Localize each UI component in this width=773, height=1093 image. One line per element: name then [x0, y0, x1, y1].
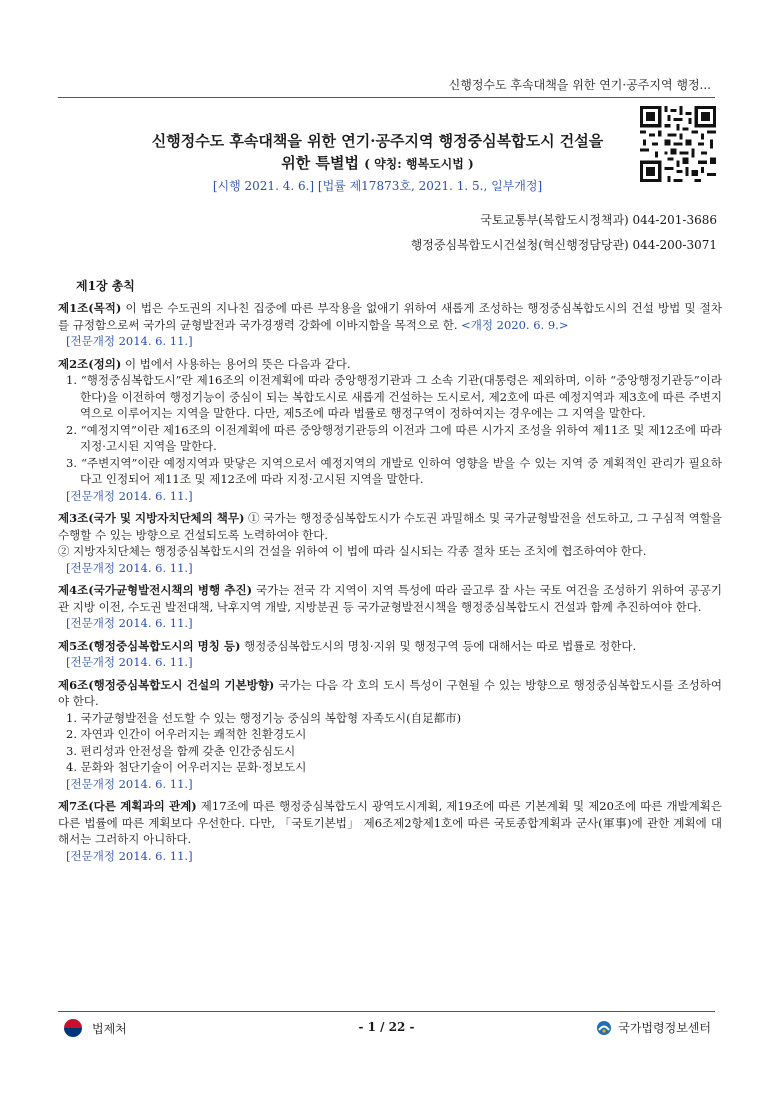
article-3: [58, 510, 722, 576]
article-2-item-2: 2. “예정지역”이란 제16조의 이전계획에 따른 중앙행정기관등의 이전과 그에 따른 시가지 조성을 위하여 제11조 및 제12조에 따라 지정·고시된 지역을 말한다.: [66, 422, 722, 453]
article-2-item-3: 3. “주변지역”이란 예정지역과 맞닿은 지역으로서 예정지역의 개발로 인하여 영향을 받을 수 있는 지역 중 계획적인 관리가 필요하다고 인정되어 제11조 및 제12조에 따라 지정·고시된 지역을 말한다.: [66, 455, 722, 486]
article-2-item-1: 1. “행정중심복합도시”란 제16조의 이전계획에 따라 중앙행정기관과 그 소속 기관(대통령은 제외하며, 이하 “중앙행정기관등”이라 한다)을 이전하여 행정기능이 중심이 되는 복합도시로 새롭게 건설하는 도시로서, 제2호에 따른 예정지역과 제3호에 따른 주변지역으로 이루어지는 지역을 말한다. 다만, 제5조에 따라 법률로 행정구역이 정하여지는 경우에는 그 지역을 말한다.: [66, 373, 722, 420]
article-2-amend[interactable]: [전문개정 2014. 6. 11.]: [66, 488, 193, 503]
article-1-inline-amend[interactable]: <개정 2020. 6. 9.>: [461, 317, 569, 332]
article-4: [58, 582, 722, 632]
running-title: 신행정수도 후속대책을 위한 연기·공주지역 행정...: [448, 78, 711, 92]
contact-2: 행정중심복합도시건설청(혁신행정담당관) 044-200-3071: [410, 238, 717, 252]
footer-source: 법제처: [92, 1021, 127, 1036]
article-1-amend[interactable]: [전문개정 2014. 6. 11.]: [66, 334, 193, 348]
article-4-heading: 제4조(국가균형발전시책의 병행 추진): [58, 583, 253, 597]
article-3-text: ① 국가는 행정중심복합도시가 수도권 과밀해소 및 국가균형발전을 선도하고, 그 구심적 역할을 수행할 수 있는 방향으로 건설되도록 노력하여야 한다.: [58, 511, 722, 542]
article-1-heading: 제1조(목적): [58, 301, 122, 315]
chapter-heading: 제1장 총칙: [76, 279, 135, 293]
article-3-para-2: ② 지방자치단체는 행정중심복합도시의 건설을 위하여 이 법에 따라 실시되는 각종 절차 또는 조치에 협조하여야 한다.: [58, 544, 647, 558]
article-6-item-3: 3. 편리성과 안전성을 함께 갖춘 인간중심도시: [66, 743, 296, 758]
article-6-item-1: 1. 국가균형발전을 선도할 수 있는 행정기능 중심의 복합형 자족도시(自足都市): [66, 710, 462, 725]
article-5-text: 행정중심복합도시의 명칭·지위 및 행정구역 등에 대해서는 따로 법률로 정한다.: [240, 638, 637, 653]
footer-center-name: 국가법령정보센터: [618, 1021, 711, 1035]
article-6-item-4: 4. 문화와 첨단기술이 어우러지는 문화·정보도시: [66, 760, 307, 774]
article-7-amend[interactable]: [전문개정 2014. 6. 11.]: [66, 848, 193, 863]
article-6-heading: 제6조(행정중심복합도시 건설의 기본방향): [58, 677, 275, 692]
title-line-2-text: 위한 특별법: [281, 154, 359, 172]
article-1-text: 이 법은 수도권의 지나친 집중에 따른 부작용을 없애기 위하여 새롭게 조성하는 행정중심복합도시의 건설 방법 및 절차를 규정함으로써 국가의 균형발전과 국가경쟁력 강화에 이바지함을 목적으로 한.: [58, 301, 722, 332]
article-5-amend[interactable]: [전문개정 2014. 6. 11.]: [66, 655, 193, 669]
article-7: [58, 798, 722, 864]
article-6-text: 국가는 다음 각 호의 도시 특성이 구현될 수 있는 방향으로 행정중심복합도시를 조성하여야 한다.: [58, 677, 722, 708]
article-5: [58, 638, 722, 671]
article-4-amend[interactable]: [전문개정 2014. 6. 11.]: [66, 616, 193, 630]
article-2-heading: 제2조(정의): [58, 356, 122, 371]
footer-right: [596, 1019, 711, 1036]
article-1: [58, 300, 722, 350]
article-5-heading: 제5조(행정중심복합도시의 명칭 등): [58, 638, 241, 653]
enforcement-info: [시행 2021. 4. 6.] [법률 제17873호, 2021. 1. 5., 일부개정]: [212, 179, 543, 193]
title-short-name: ( 약칭: 행복도시법 ): [364, 157, 474, 171]
contact-1: 국토교통부(복합도시정책과) 044-201-3686: [480, 213, 717, 227]
article-7-text: 제17조에 따른 행정중심복합도시 광역도시계획, 제19조에 따른 기본계획 및 제20조에 따른 개발계획은 다른 법률에 따른 계획보다 우선한다. 다만, 「국토기본법」 제6조제2항제1호에 따른 국토종합계획과 군사(軍事)에 관한 계획에 대해서는 그러하지 아니하다.: [58, 799, 722, 846]
header-divider: [58, 97, 715, 98]
article-3-heading: 제3조(국가 및 지방자치단체의 책무): [58, 511, 245, 525]
article-2: [58, 356, 722, 505]
article-2-text: 이 법에서 사용하는 용어의 뜻은 다음과 같다.: [121, 356, 351, 371]
footer-divider: [58, 1011, 715, 1012]
article-3-amend[interactable]: [전문개정 2014. 6. 11.]: [66, 560, 193, 575]
document-title: [100, 130, 655, 175]
article-7-heading: 제7조(다른 계획과의 관계): [58, 799, 197, 813]
law-body: [58, 300, 722, 870]
moleg-logo-icon: [596, 1020, 612, 1036]
article-6: [58, 677, 722, 793]
title-line-2: [100, 152, 655, 175]
article-4-text: 국가는 전국 각 지역이 지역 특성에 따라 골고루 잘 사는 국토 여건을 조성하기 위하여 공공기관 지방 이전, 수도권 발전대책, 낙후지역 개발, 지방분권 등 국가균형발전시책을 행정중심복합도시 건설과 함께 추진하여야 한다.: [58, 583, 722, 614]
article-6-item-2: 2. 자연과 인간이 어우러지는 쾌적한 친환경도시: [66, 727, 307, 741]
title-line-1: 신행정수도 후속대책을 위한 연기·공주지역 행정중심복합도시 건설을: [151, 132, 604, 150]
page-number: - 1 / 22 -: [358, 1020, 415, 1034]
article-6-amend[interactable]: [전문개정 2014. 6. 11.]: [66, 776, 193, 791]
